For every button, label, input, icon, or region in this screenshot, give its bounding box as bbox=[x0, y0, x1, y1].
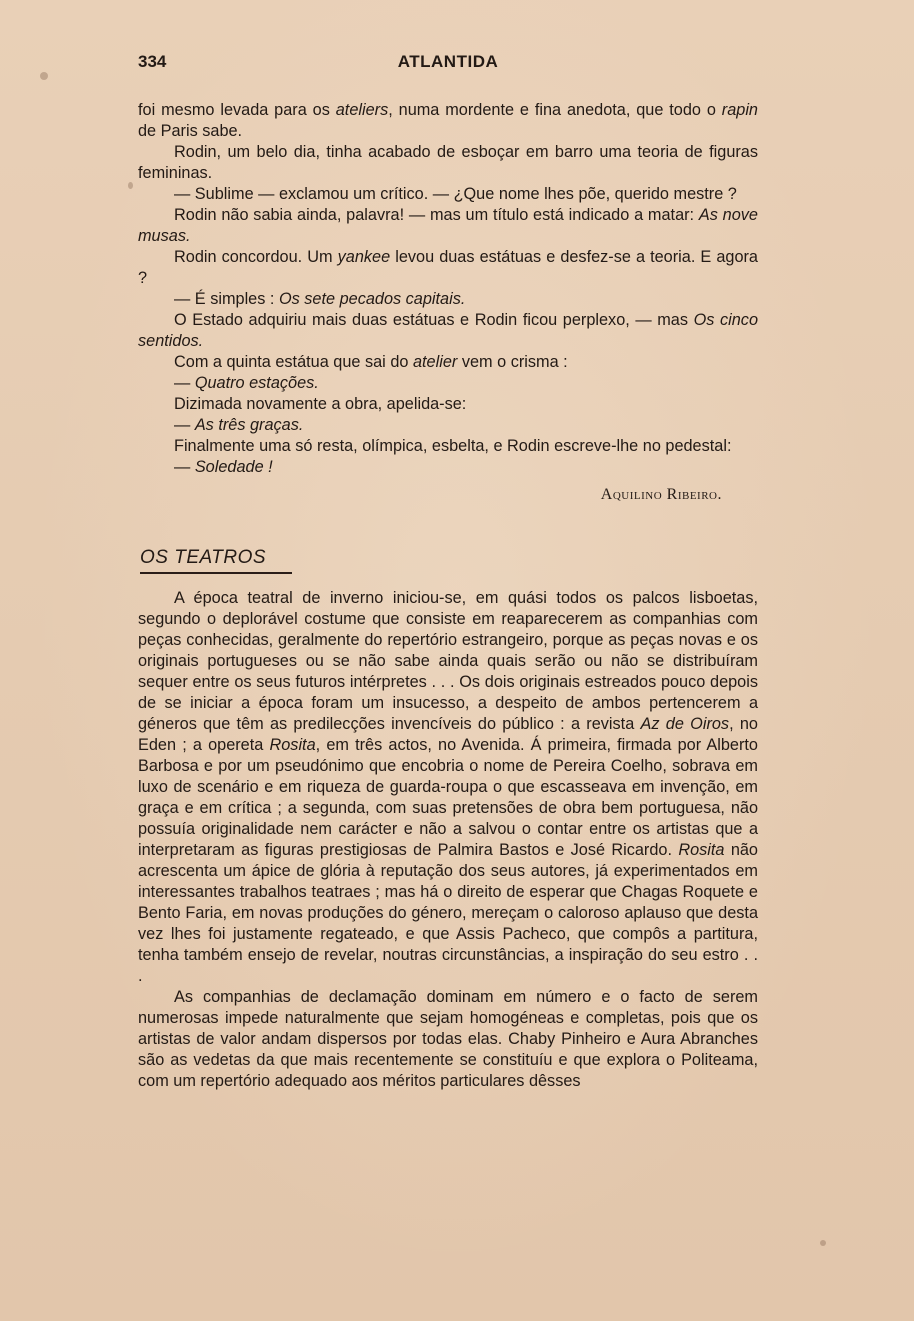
text-run: Finalmente uma só resta, olímpica, esbelta, e Rodin escreve-lhe no pedestal: bbox=[174, 437, 732, 455]
text-run: , no Eden ; a opereta bbox=[138, 715, 758, 754]
text-run: — bbox=[174, 416, 195, 434]
story-text bbox=[138, 100, 758, 505]
theatre-section bbox=[138, 544, 758, 1092]
text-run: As companhias de declamação dominam em número e o facto de serem numerosas impede naturalmente que sejam homogéneas e completas, pois que os artistas de valor andam dispersos por todas elas. Chaby Pinheiro e Aura Abranches são as vedetas da que mais recentemente se constituíu e que explora o Politeama, com um repertório adequado aos méritos particulares dêsses bbox=[138, 988, 758, 1090]
paragraph bbox=[138, 373, 758, 394]
paragraph bbox=[138, 184, 758, 205]
italic-run: ateliers bbox=[335, 101, 389, 119]
running-title: ATLANTIDA bbox=[397, 52, 499, 71]
story-paragraphs bbox=[138, 100, 758, 478]
italic-run: rapin bbox=[721, 101, 758, 119]
paragraph bbox=[138, 289, 758, 310]
text-run: — Sublime — exclamou um crítico. — ¿Que nome lhes põe, querido mestre ? bbox=[174, 185, 737, 203]
page-number: 334 bbox=[138, 52, 167, 71]
text-run: — bbox=[174, 374, 195, 392]
text-run: Rodin concordou. Um bbox=[174, 248, 338, 266]
paragraph bbox=[138, 310, 758, 352]
paper-stain bbox=[40, 72, 48, 80]
section-paragraphs bbox=[138, 588, 758, 1092]
text-run: , numa mordente e fina anedota, que todo o bbox=[388, 101, 722, 119]
paper-stain bbox=[820, 1240, 826, 1246]
text-run: — É simples : bbox=[174, 290, 279, 308]
heading-underline bbox=[140, 572, 292, 574]
italic-run: Os sete pecados capitais. bbox=[278, 290, 466, 308]
author-signature: Aquilino Ribeiro. bbox=[600, 486, 722, 503]
text-run: O Estado adquiriu mais duas estátuas e Rodin ficou perplexo, — mas bbox=[174, 311, 694, 329]
text-run: de Paris sabe. bbox=[138, 122, 243, 140]
text-run: Rodin não sabia ainda, palavra! — mas um título está indicado a matar: bbox=[174, 206, 699, 224]
paragraph bbox=[138, 247, 758, 289]
paragraph bbox=[138, 352, 758, 373]
text-run: levou duas estátuas e desfez-se a teoria. E agora ? bbox=[138, 248, 758, 287]
italic-run: Quatro estações. bbox=[194, 374, 319, 392]
page-header bbox=[138, 52, 758, 76]
paper-stain bbox=[128, 182, 133, 189]
text-run: vem o crisma : bbox=[457, 353, 568, 371]
text-run: Com a quinta estátua que sai do bbox=[174, 353, 413, 371]
paragraph bbox=[138, 205, 758, 247]
paragraph bbox=[138, 987, 758, 1092]
text-run: foi mesmo levada para os bbox=[138, 101, 336, 119]
italic-run: As nove musas. bbox=[138, 206, 758, 245]
italic-run: Az de Oiros bbox=[640, 715, 730, 733]
paragraph bbox=[138, 394, 758, 415]
italic-run: yankee bbox=[337, 248, 391, 266]
paragraph bbox=[138, 100, 758, 142]
italic-run: atelier bbox=[412, 353, 458, 371]
italic-run: As três graças. bbox=[194, 416, 304, 434]
text-run: A época teatral de inverno iniciou-se, em quási todos os palcos lisboetas, segundo o deplorável costume que consiste em reaparecerem as companhias com peças conhecidas, geralmente do repertório estrangeiro, porque as peças novas e os originais portugueses ou se não sabe ainda quais serão ou não se distribuíram sequer entre os seus futuros intérpretes . . . Os dois originais estreados pouco depois de se iniciar a época foram um insucesso, a despeito de ambos pertencerem a géneros que têm as predilecções invencíveis do público : a revista bbox=[138, 589, 758, 733]
italic-run: Rosita bbox=[678, 841, 725, 859]
paragraph bbox=[138, 457, 758, 478]
text-run: , em três actos, no Avenida. Á primeira, firmada por Alberto Barbosa e por um pseudónimo que encobria o nome de Pereira Coelho, sobrava em luxo de scenário e em riqueza de guarda-roupa o que escasseava em invenção, em graça e em crítica ; a segunda, com suas pretensões de obra bem portuguesa, não possuía originalidade nem carácter e não a salvou o contar entre os artistas que a interpretaram as figuras prestigiosas de Palmira Bastos e José Ricardo. bbox=[138, 736, 758, 859]
paragraph bbox=[138, 142, 758, 184]
text-run: não acrescenta um ápice de glória à reputação dos seus autores, já experimentados em interessantes trabalhos teatraes ; mas há o direito de esperar que Chagas Roquete e Bento Faria, em novas produções do género, mereçam o caloroso aplauso que desta vez lhes foi justamente regateado, e que Assis Pacheco, que compôs a partitura, tenha também ensejo de revelar, noutras circunstâncias, a inspiração do seu estro . . . bbox=[138, 841, 758, 985]
italic-run: Soledade ! bbox=[194, 458, 273, 476]
paragraph bbox=[138, 415, 758, 436]
text-run: — bbox=[174, 458, 195, 476]
paragraph bbox=[138, 588, 758, 987]
text-run: Rodin, um belo dia, tinha acabado de esboçar em barro uma teoria de figuras femininas. bbox=[138, 143, 758, 182]
italic-run: Os cinco sentidos. bbox=[138, 311, 758, 350]
section-heading: OS TEATROS bbox=[140, 547, 267, 568]
text-run: Dizimada novamente a obra, apelida-se: bbox=[174, 395, 467, 413]
paragraph bbox=[138, 436, 758, 457]
italic-run: Rosita bbox=[269, 736, 316, 754]
